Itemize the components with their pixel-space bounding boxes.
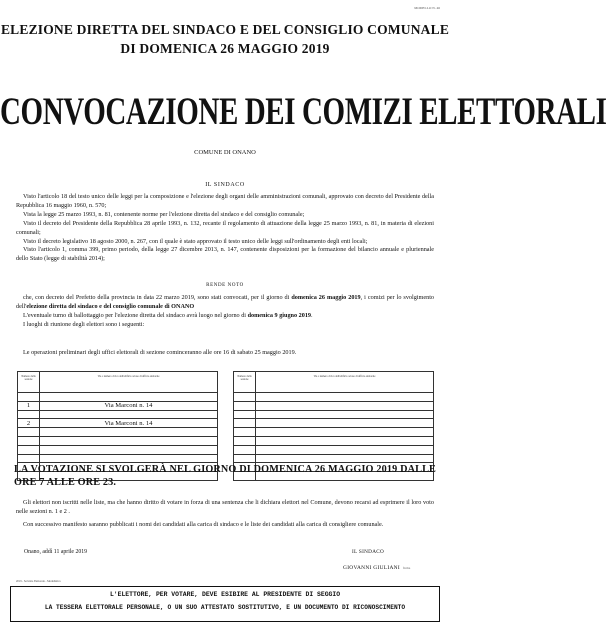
header-location: Via o numero civico dell'edificio ad uso di ufficio elettorale: [256, 372, 434, 393]
voting-hours: LA VOTAZIONE SI SVOLGERÀ NEL GIORNO DI DOMENICA 26 MAGGIO 2019 DALLE ORE 7 ALLE ORE 23.: [14, 464, 436, 489]
table-row: [18, 419, 434, 428]
ballottaggio-date: domenica 9 giugno 2019: [247, 311, 312, 319]
locations-intro: I luoghi di riunione degli elettori sono i seguenti:: [23, 320, 145, 328]
preliminary-operations: Le operazioni preliminari degli uffici elettorali di sezione cominceranno alle ore 16 di sabato 25 maggio 2019.: [23, 349, 297, 356]
visto-paragraph: Visto l'articolo 1, comma 399, primo periodo, della legge 27 dicembre 2013, n. 147, contenente disposizioni per la formazione del bilancio annuale e pluriennale dello Stato (legge di stabilità 2014);: [16, 246, 434, 263]
election-subject: elezione diretta del sindaco e del consiglio comunale di ONANO: [26, 302, 195, 310]
section-location: Via Marconi n. 14: [40, 419, 218, 428]
model-code: MODELLO N. 46: [414, 6, 440, 10]
election-date-heading: DI DOMENICA 26 MAGGIO 2019: [120, 41, 330, 56]
convocation-paragraph: che, con decreto del Prefetto della provincia in data 22 marzo 2019, sono stati convocati, per il giorno di domenica 26 maggio 2019, i comizi per lo svolgimento dell'elezione diretta del sindaco e del consiglio comunale di ONANO: [16, 294, 435, 310]
section-number: 2: [18, 419, 40, 428]
table-row: [18, 410, 434, 419]
table-row: [18, 436, 434, 445]
table-row: [18, 393, 434, 402]
ballottaggio-paragraph: L'eventuale turno di ballottaggio per l'elezione diretta del sindaco avrà luogo nel giorno di domenica 9 giugno 2019.: [23, 311, 313, 319]
section-sindaco: IL SINDACO: [205, 182, 245, 188]
visto-paragraph: Visto l'articolo 18 del testo unico delle leggi per la composizione e l'elezione degli organi delle amministrazioni comunali, approvato con decreto del Presidente della Repubblica 16 maggio 1960, n. 570;: [16, 193, 434, 209]
voter-requirements-box: [10, 586, 440, 622]
section-number: 1: [18, 401, 40, 410]
election-heading: ELEZIONE DIRETTA DEL SINDACO E DEL CONSIGLIO COMUNALE: [0, 22, 450, 37]
comune-name: COMUNE DI ONANO: [194, 149, 256, 156]
section-rende-noto: RENDE NOTO: [206, 283, 244, 288]
candidates-notice: Con successivo manifesto saranno pubblicati i nomi dei candidati alla carica di sindaco e le liste dei candidati alla carica di consigliere comunale.: [23, 520, 384, 528]
place-date: Onano, addì 11 aprile 2019: [24, 549, 88, 555]
section-location: Via Marconi n. 14: [40, 401, 218, 410]
visti-list: [16, 193, 434, 264]
visto-paragraph: Visto il decreto legislativo 18 agosto 2000, n. 267, con il quale è stato approvato il testo unico delle leggi sull'ordinamento degli enti locali;: [23, 237, 368, 245]
footer-reference: 2019 - Servizio Elettorale - Modulistica: [16, 580, 61, 583]
signature-title: IL SINDACO: [352, 549, 385, 555]
signature-name: GIOVANNI GIULIANI firma: [343, 565, 411, 571]
table-row: [18, 401, 434, 410]
table-row: [18, 428, 434, 437]
page-title: CONVOCAZIONE DEI COMIZI ELETTORALI: [0, 90, 607, 134]
closing-text: [16, 499, 434, 534]
table-header-row: [18, 372, 434, 393]
header-section-number: Numero della sezione: [18, 372, 40, 393]
requirements-line-2: LA TESSERA ELETTORALE PERSONALE, O UN SUO ATTESTATO SOSTITUTIVO, E UN DOCUMENTO DI RICONOSCIMENTO: [44, 604, 406, 611]
visto-paragraph: Vista la legge 25 marzo 1993, n. 81, contenente norme per l'elezione diretta del sindaco e del consiglio comunale;: [23, 210, 305, 218]
notice-text: [16, 294, 434, 330]
table-row: [18, 445, 434, 454]
election-date: domenica 26 maggio 2019: [291, 294, 361, 301]
visto-paragraph: Visto il decreto del Presidente della Repubblica 28 aprile 1993, n. 132, recante il regolamento di attuazione della legge 25 marzo 1993, n. 81, in materia di elezioni comunali;: [16, 219, 434, 236]
table-row: [18, 454, 434, 463]
signature-note: firma: [402, 567, 411, 570]
header-section-number: Numero della sezione: [234, 372, 256, 393]
requirements-line-1: L'ELETTORE, PER VOTARE, DEVE ESIBIRE AL PRESIDENTE DI SEGGIO: [109, 591, 341, 598]
header-location: Via o numero civico dell'edificio ad uso di ufficio elettorale: [40, 372, 218, 393]
non-listed-voters: Gli elettori non iscritti nelle liste, ma che hanno diritto di votare in forza di una sentenza che li dichiara elettori nel Comune, devono recarsi ad esprimere il loro voto nelle sezioni n. 1 e 2 .: [16, 499, 434, 515]
